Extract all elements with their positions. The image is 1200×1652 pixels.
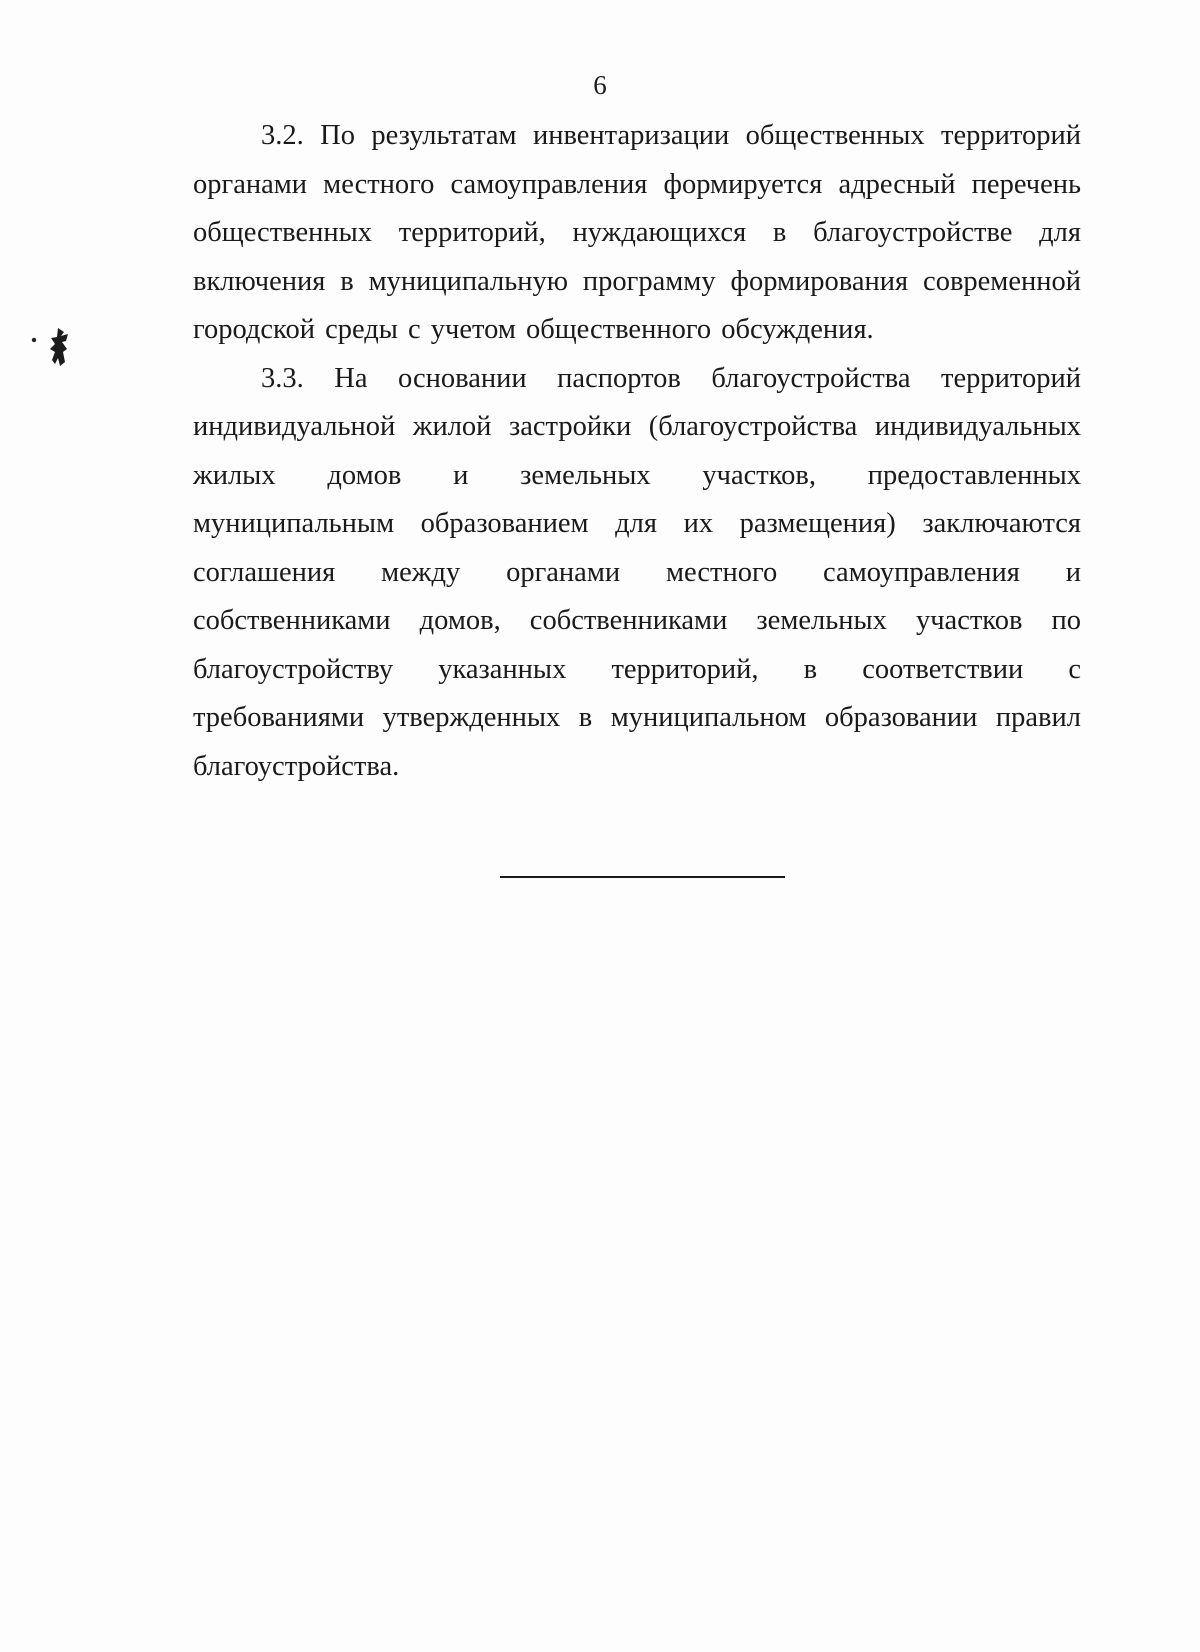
page-number: 6 (593, 70, 607, 100)
separator-line (500, 876, 785, 878)
paragraph-3-2: 3.2. По результатам инвентаризации общественных территорий органами местного самоуправления формируется адресный перечень общественных территорий, нуждающихся в благоустройстве для включения в муниципальную программу формирования современной городской среды с учетом общественного обсуждения. (193, 120, 1081, 345)
document-body (193, 112, 1081, 791)
paragraph-3-3: 3.3. На основании паспортов благоустройства территорий индивидуальной жилой застройки (благоустройства индивидуальных жилых домов и земельных участков, предоставленных муниципальным образованием для их размещения) заключаются соглашения между органами местного самоуправления и собственниками домов, собственниками земельных участков по благоустройству указанных территорий, в соответствии с требованиями утвержденных в муниципальном образовании правил благоустройства. (193, 362, 1081, 782)
ink-blot-icon (28, 322, 84, 372)
